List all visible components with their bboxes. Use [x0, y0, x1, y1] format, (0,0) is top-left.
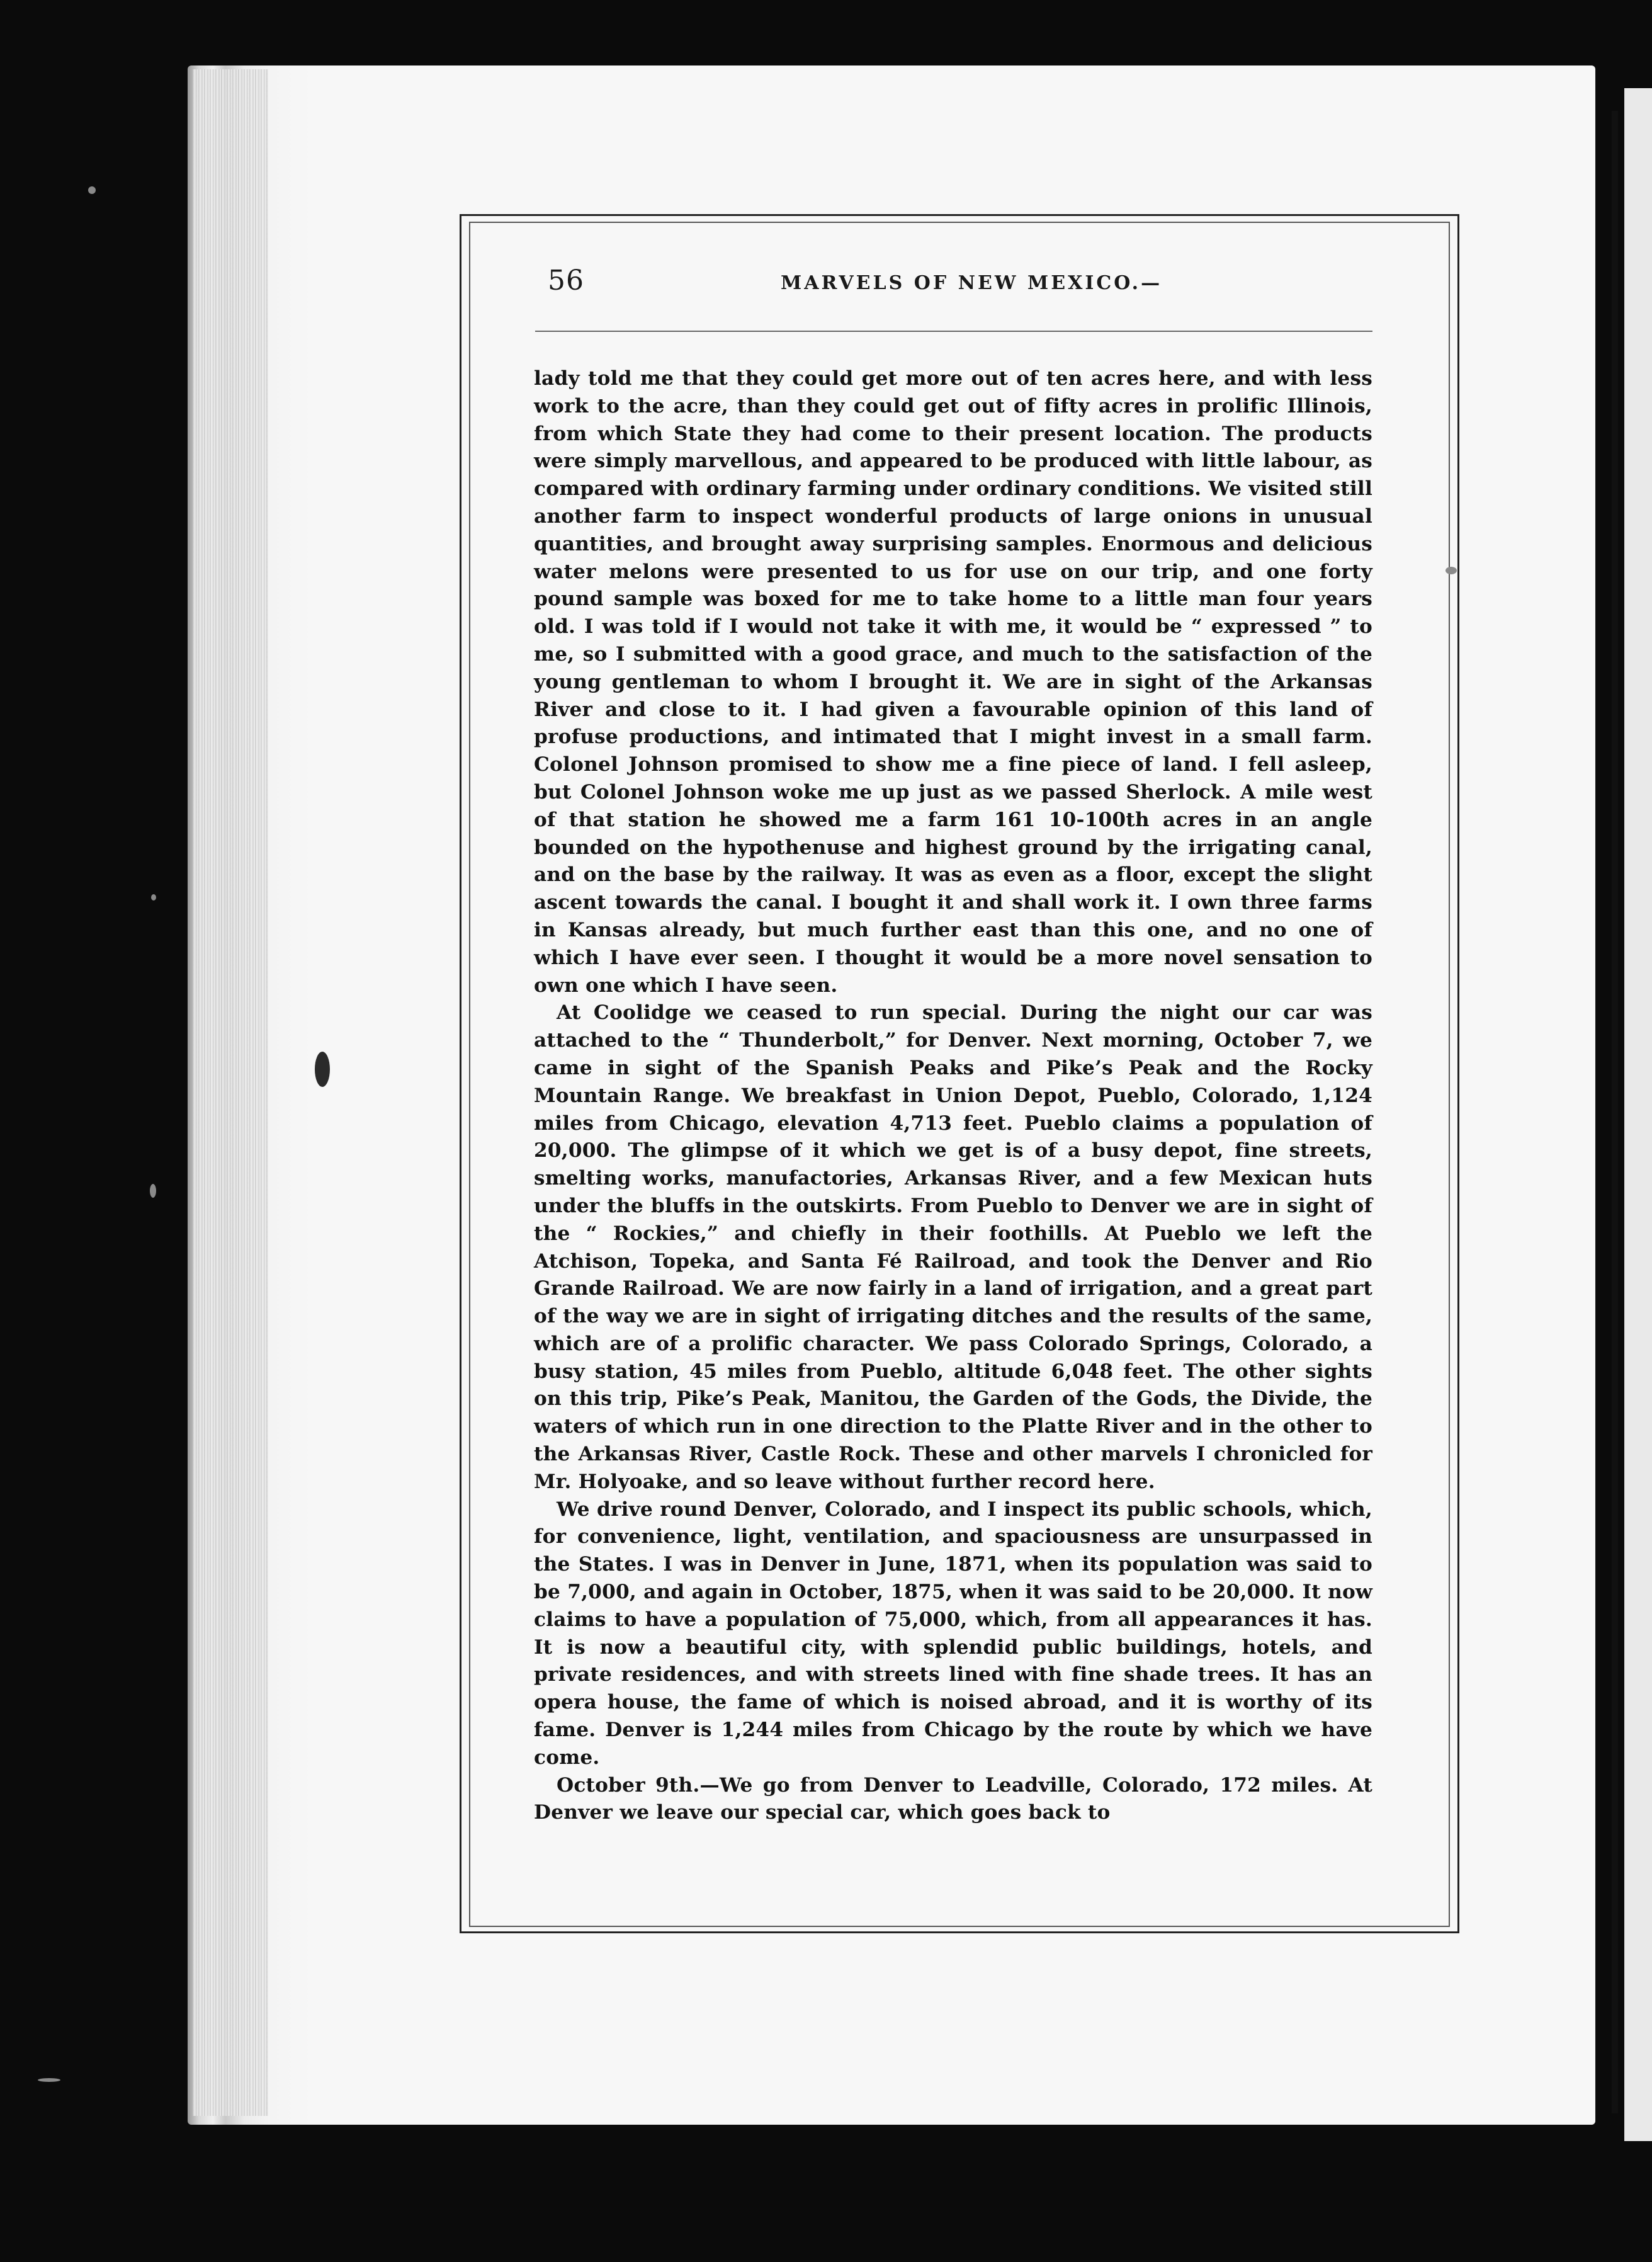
running-header	[548, 264, 1372, 309]
dust-speck	[150, 1184, 156, 1198]
dust-speck	[1445, 567, 1457, 574]
page-number: 56	[548, 264, 584, 297]
page-gutter-shadow	[1612, 111, 1618, 2113]
paragraph: At Coolidge we ceased to run special. During the night our car was attached to the “ Thunderbolt,” for Denver. Next morning, October 7, we came in sight of the Spanish Peaks and Pike’s Peak and the Rocky Mountain Range. We breakfast in Union Depot, Pueblo, Colorado, 1,124 miles from Chicago, elevation 4,713 feet. Pueblo claims a population of 20,000. The glimpse of it which we get is of a busy depot, fine streets, smelting works, manufactories, Arkansas River, and a few Mexican huts under the bluffs in the outskirts. From Pueblo to Denver we are in sight of the “ Rockies,” and chiefly in their foothills. At Pueblo we left the Atchison, Topeka, and Santa Fé Railroad, and took the Denver and Rio Grande Railroad. We are now fairly in a land of irrigation, and a great part of the way we are in sight of irrigating ditches and the results of the same, which are of a prolific character. We pass Colorado Springs, Colorado, a busy station, 45 miles from Pueblo, altitude 6,048 feet. The other sights on this trip, Pike’s Peak, Manitou, the Garden of the Gods, the Divide, the waters of which run in one direction to the Platte River and in the other to the Arkansas River, Castle Rock. These and other marvels I chronicled for Mr. Holyoake, and so leave without further record here.	[534, 1001, 1372, 1493]
dust-speck	[88, 186, 96, 194]
paragraph: October 9th.—We go from Denver to Leadville, Colorado, 172 miles. At Denver we leave our special car, which goes back to	[534, 1773, 1372, 1824]
body-text	[534, 365, 1372, 1827]
running-title: MARVELS OF NEW MEXICO.—	[781, 272, 1163, 294]
header-rule	[535, 331, 1372, 332]
ink-smudge	[315, 1052, 330, 1087]
page-edges	[193, 69, 268, 2116]
paragraph: We drive round Denver, Colorado, and I inspect its public schools, which, for convenience, light, ventilation, and spaciousness are unsurpassed in the States. I was in Denver in June, 1871, when its population was said to be 7,000, and again in October, 1875, when it was said to be 20,000. It now claims to have a population of 75,000, which, from all appearances it has. It is now a beautiful city, with splendid public buildings, hotels, and private residences, and with streets lined with fine shade trees. It has an opera house, the fame of which is noised abroad, and it is worthy of its fame. Denver is 1,244 miles from Chicago by the route by which we have come.	[534, 1498, 1372, 1769]
dust-speck	[151, 894, 156, 901]
dust-speck	[38, 2078, 60, 2082]
adjacent-page	[1624, 88, 1652, 2141]
paragraph: lady told me that they could get more out of ten acres here, and with less work to the acre, than they could get out of fifty acres in prolific Illinois, from which State they had come to their present location. The products were simply marvellous, and appeared to be produced with little labour, as compared with ordinary farming under ordinary conditions. We visited still another farm to inspect wonderful products of large onions in unusual quantities, and brought away surprising samples. Enormous and delicious water melons were presented to us for use on our trip, and one forty pound sample was boxed for me to take home to a little man four years old. I was told if I would not take it with me, it would be “ expressed ” to me, so I submitted with a good grace, and much to the satisfaction of the young gentleman to whom I brought it. We are in sight of the Arkansas River and close to it. I had given a favourable opinion of this land of profuse productions, and intimated that I might invest in a small farm. Colonel Johnson promised to show me a fine piece of land. I fell asleep, but Colonel Johnson woke me up just as we passed Sherlock. A mile west of that station he showed me a farm 161 10-100th acres in an angle bounded on the hypothenuse and highest ground by the irrigating canal, and on the base by the railway. It was as even as a floor, except the slight ascent towards the canal. I bought it and shall work it. I own three farms in Kansas already, but much further east than this one, and no one of which I have ever seen. I thought it would be a more novel sensation to own one which I have seen.	[534, 367, 1372, 997]
